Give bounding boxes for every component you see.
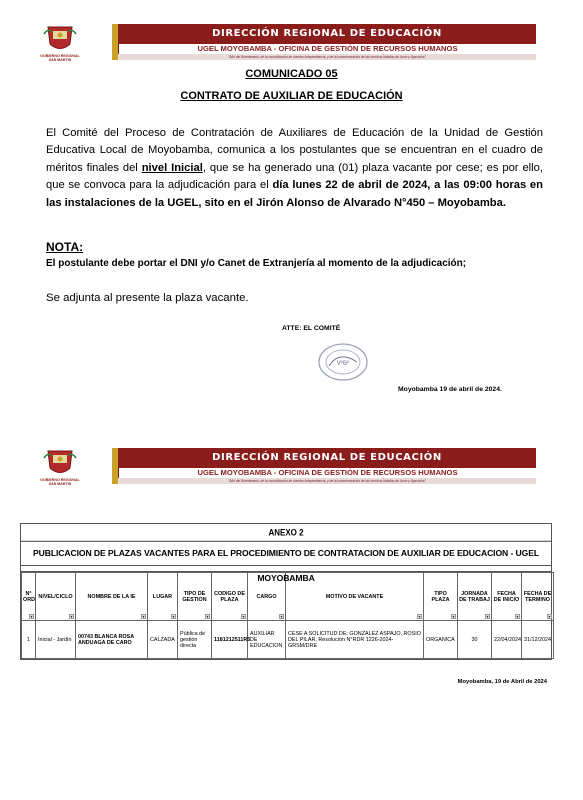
communique-subject: CONTRATO DE AUXILIAR DE EDUCACIÓN <box>180 90 403 102</box>
nota-label: NOTA: <box>46 240 84 254</box>
letterhead-tagline: "Año del Bicentenario, de la consolidación de nuestra Independencia, y de la conmemoración de las heroicas batallas de Junín y Ayacucho" <box>118 478 536 484</box>
col-header[interactable]: JORNADA DE TRABAJ ▾ <box>458 573 492 621</box>
table-cell[interactable]: 1181212511R5 <box>212 621 248 659</box>
col-header[interactable]: FECHA DE INICIO ▾ <box>492 573 522 621</box>
nota-text: El postulante debe portar el DNI y/o Canet de Extranjería al momento de la adjudicación; <box>46 258 467 269</box>
col-header[interactable]: CARGO ▾ <box>248 573 286 621</box>
filter-dropdown-icon[interactable]: ▾ <box>486 614 489 619</box>
col-header[interactable]: TIPO DE GESTION ▾ <box>178 573 212 621</box>
filter-dropdown-icon[interactable]: ▾ <box>172 614 175 619</box>
crest-caption: GOBIERNO REGIONAL SAN MARTIN <box>40 54 80 62</box>
body-level: nivel Inicial <box>141 161 203 174</box>
col-header[interactable]: TIPO PLAZA ▾ <box>424 573 458 621</box>
filter-dropdown-icon[interactable]: ▾ <box>280 614 283 619</box>
filter-dropdown-icon[interactable]: ▾ <box>418 614 421 619</box>
table-cell[interactable]: 31/12/2024 <box>522 621 554 659</box>
filter-dropdown-icon[interactable]: ▾ <box>548 614 551 619</box>
table-cell[interactable]: 22/04/2024 <box>492 621 522 659</box>
filter-dropdown-icon[interactable]: ▾ <box>30 614 33 619</box>
table-cell[interactable]: Pública de gestión directa <box>178 621 212 659</box>
table-cell[interactable]: CESE A SOLICITUD DE: GONZALEZ ASPAJO, ROSIO DEL PILAR, Resolución N°RDR 1226-2024-GRSM/DRE <box>286 621 424 659</box>
col-header[interactable]: MOTIVO DE VACANTE ▾ <box>286 573 424 621</box>
crest-icon <box>40 24 80 54</box>
table-header-row <box>22 573 554 621</box>
letterhead <box>40 24 540 62</box>
filter-dropdown-icon[interactable]: ▾ <box>452 614 455 619</box>
filter-dropdown-icon[interactable]: ▾ <box>70 614 73 619</box>
vacancy-table <box>21 572 554 659</box>
table-cell[interactable]: 30 <box>458 621 492 659</box>
attachment-note: Se adjunta al presente la plaza vacante. <box>46 292 249 304</box>
letterhead-title: DIRECCIÓN REGIONAL DE EDUCACIÓN <box>118 448 536 468</box>
letterhead-title: DIRECCIÓN REGIONAL DE EDUCACIÓN <box>118 24 536 44</box>
col-header[interactable]: LUGAR ▾ <box>148 573 178 621</box>
letterhead-subtitle: UGEL MOYOBAMBA - OFICINA DE GESTIÓN DE RECURSOS HUMANOS <box>118 44 536 54</box>
signoff: ATTE: EL COMITÉ <box>282 325 341 332</box>
regional-crest-logo <box>40 448 80 490</box>
col-header[interactable]: NIVEL/CICLO ▾ <box>36 573 76 621</box>
col-header[interactable]: CODIGO DE PLAZA ▾ <box>212 573 248 621</box>
filter-dropdown-icon[interactable]: ▾ <box>242 614 245 619</box>
annex-title: ANEXO 2 <box>21 523 551 542</box>
letterhead-tagline: "Año del Bicentenario, de la consolidación de nuestra Independencia, y de la conmemoración de las heroicas batallas de Junín y Ayacucho" <box>118 54 536 60</box>
body-text-1: El Comité del Proceso de Contratación de Auxiliares de Educación de la Unidad de Gestión Educativa Local de Moyobamba, comunica a los postulantes que se encuentran en el cuadro de méritos finales del <box>46 127 543 174</box>
col-header[interactable]: N° ORD ▾ <box>22 573 36 621</box>
filter-dropdown-icon[interactable]: ▾ <box>206 614 209 619</box>
filter-dropdown-icon[interactable]: ▾ <box>142 614 145 619</box>
annex-table-block <box>20 523 552 685</box>
crest-caption: GOBIERNO REGIONAL SAN MARTIN <box>40 478 80 486</box>
table-cell[interactable]: 1 <box>22 621 36 659</box>
table-cell[interactable]: Inicial - Jardín <box>36 621 76 659</box>
annex-date: Moyobamba, 19 de Abril de 2024 <box>457 679 547 685</box>
filter-dropdown-icon[interactable]: ▾ <box>516 614 519 619</box>
letterhead-subtitle: UGEL MOYOBAMBA - OFICINA DE GESTIÓN DE RECURSOS HUMANOS <box>118 468 536 478</box>
table-cell[interactable]: ORGANICA <box>424 621 458 659</box>
annex-subtitle: PUBLICACION DE PLAZAS VACANTES PARA EL PROCEDIMIENTO DE CONTRATACION DE AUXILIAR DE EDUCACION - UGEL MOYOBAMBA <box>21 541 551 566</box>
stamp-text: VºBº <box>336 361 350 367</box>
table-cell[interactable]: AUXILIAR DE EDUCACION <box>248 621 286 659</box>
communique-body <box>46 125 543 212</box>
col-header[interactable]: FECHA DE TERMINO ▾ <box>522 573 554 621</box>
table-cell[interactable]: CALZADA <box>148 621 178 659</box>
table-cell[interactable]: 00743 BLANCA ROSA ANDUAGA DE CARO <box>76 621 148 659</box>
body-text-2: , que se ha generado una (01) plaza vacante por cese; es por ello, que se convoca para la adjudicación para el <box>46 161 543 192</box>
letterhead-annex <box>40 448 540 486</box>
crest-icon <box>40 448 80 478</box>
communique-number: COMUNICADO 05 <box>245 68 338 80</box>
regional-crest-logo <box>40 24 80 66</box>
table-row <box>22 621 554 659</box>
communique-date: Moyobamba 19 de abril de 2024. <box>398 386 502 393</box>
col-header[interactable]: NOMBRE DE LA IE ▾ <box>76 573 148 621</box>
committee-stamp <box>315 340 371 384</box>
body-highlight: día lunes 22 de abril de 2024, a las 09:00 horas en las instalaciones de la UGEL, sito en el Jirón Alonso de Alvarado N°450 – Moyobamba. <box>46 179 543 209</box>
